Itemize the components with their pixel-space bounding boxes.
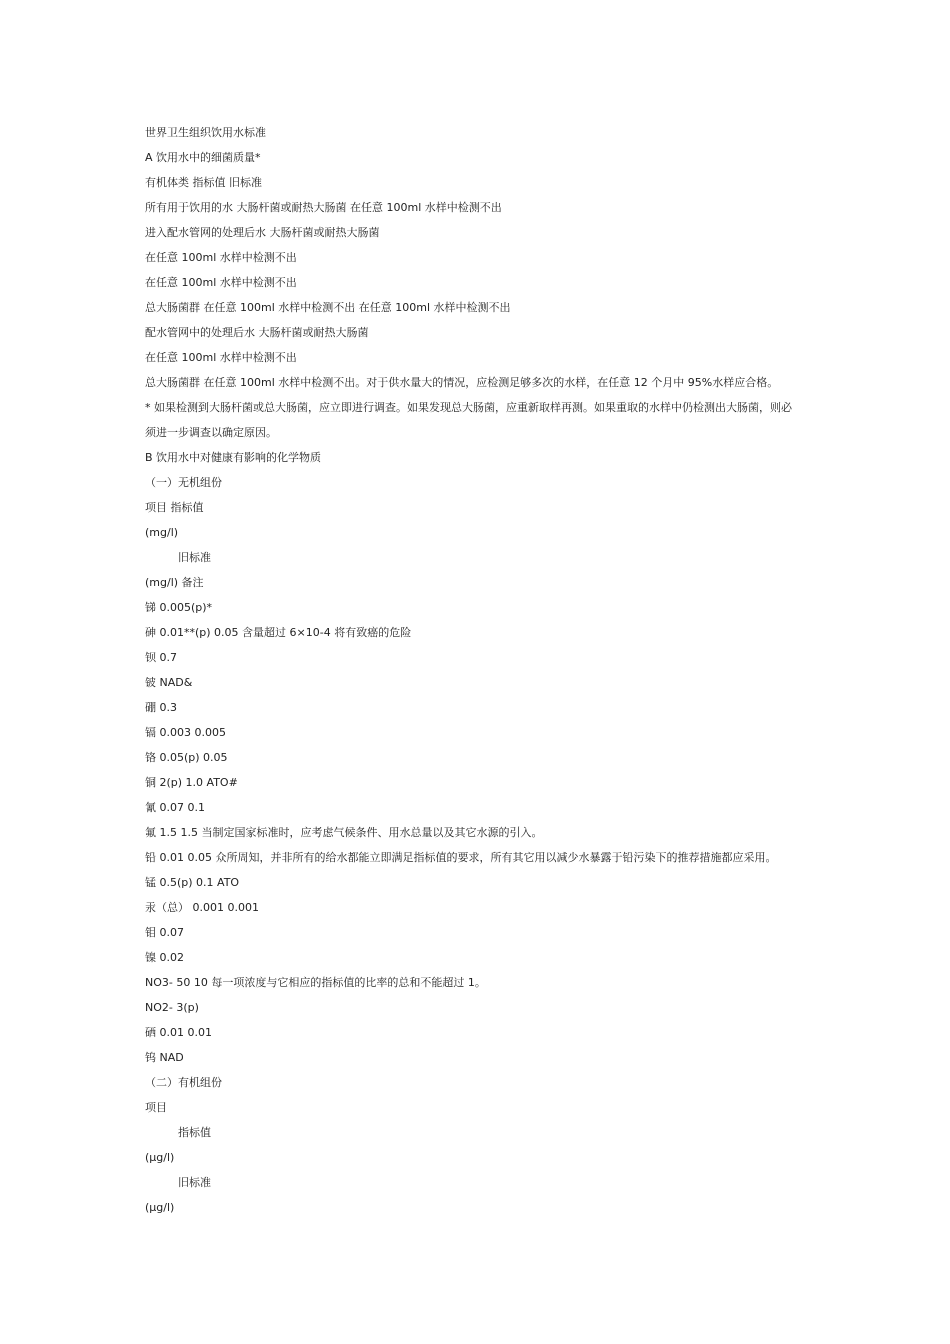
table-row: 铍 NAD& [145,676,193,689]
text-line: 在任意 100ml 水样中检测不出 [145,276,297,289]
table-row: 钡 0.7 [145,651,177,664]
table-header: 指标值 [178,1126,211,1139]
footnote-line: * 如果检测到大肠杆菌或总大肠菌，应立即进行调查。如果发现总大肠菌，应重新取样再测。如果重取的水样中仍检测出大肠菌，则必 [145,401,792,414]
text-line: 在任意 100ml 水样中检测不出 [145,351,297,364]
table-header: 项目 指标值 [145,501,204,514]
footnote-line: 须进一步调查以确定原因。 [145,426,277,439]
section-heading: B 饮用水中对健康有影响的化学物质 [145,451,322,464]
unit-label: (μg/l) [145,1151,175,1164]
table-row: 氰 0.07 0.1 [145,801,205,814]
unit-label: (μg/l) [145,1201,175,1214]
text-line: 总大肠菌群 在任意 100ml 水样中检测不出。对于供水量大的情况，应检测足够多次的水样，在任意 12 个月中 95%水样应合格。 [145,376,779,389]
document-title: 世界卫生组织饮用水标准 [145,126,266,139]
table-row: 钨 NAD [145,1051,184,1064]
section-heading: A 饮用水中的细菌质量* [145,151,261,164]
text-line: 总大肠菌群 在任意 100ml 水样中检测不出 在任意 100ml 水样中检测不出 [145,301,511,314]
table-row: 砷 0.01**(p) 0.05 含量超过 6×10-4 将有致癌的危险 [145,626,412,639]
subsection-heading: （一）无机组份 [145,476,222,489]
table-row: 铬 0.05(p) 0.05 [145,751,228,764]
table-row: 锰 0.5(p) 0.1 ATO [145,876,240,889]
table-header: 有机体类 指标值 旧标准 [145,176,262,189]
table-row: 氟 1.5 1.5 当制定国家标准时，应考虑气候条件、用水总量以及其它水源的引入。 [145,826,543,839]
table-row: 汞（总） 0.001 0.001 [145,901,259,914]
unit-label: (mg/l) 备注 [145,576,204,589]
text-line: 在任意 100ml 水样中检测不出 [145,251,297,264]
unit-label: (mg/l) [145,526,179,539]
text-line: 配水管网中的处理后水 大肠杆菌或耐热大肠菌 [145,326,369,339]
table-row: 钼 0.07 [145,926,184,939]
text-line: 所有用于饮用的水 大肠杆菌或耐热大肠菌 在任意 100ml 水样中检测不出 [145,201,502,214]
table-row: NO3- 50 10 每一项浓度与它相应的指标值的比率的总和不能超过 1。 [145,976,486,989]
table-row: 锑 0.005(p)* [145,601,213,614]
table-header: 旧标准 [178,551,211,564]
table-header: 旧标准 [178,1176,211,1189]
subsection-heading: （二）有机组份 [145,1076,222,1089]
table-row: 镍 0.02 [145,951,184,964]
table-row: 铜 2(p) 1.0 ATO# [145,776,238,789]
table-row: 硼 0.3 [145,701,177,714]
table-row: 镉 0.003 0.005 [145,726,226,739]
table-row: 硒 0.01 0.01 [145,1026,212,1039]
table-row: 铅 0.01 0.05 众所周知，并非所有的给水都能立即满足指标值的要求，所有其它用以减少水暴露于铅污染下的推荐措施都应采用。 [145,851,777,864]
text-line: 进入配水管网的处理后水 大肠杆菌或耐热大肠菌 [145,226,380,239]
table-header: 项目 [145,1101,167,1114]
table-row: NO2- 3(p) [145,1001,199,1014]
